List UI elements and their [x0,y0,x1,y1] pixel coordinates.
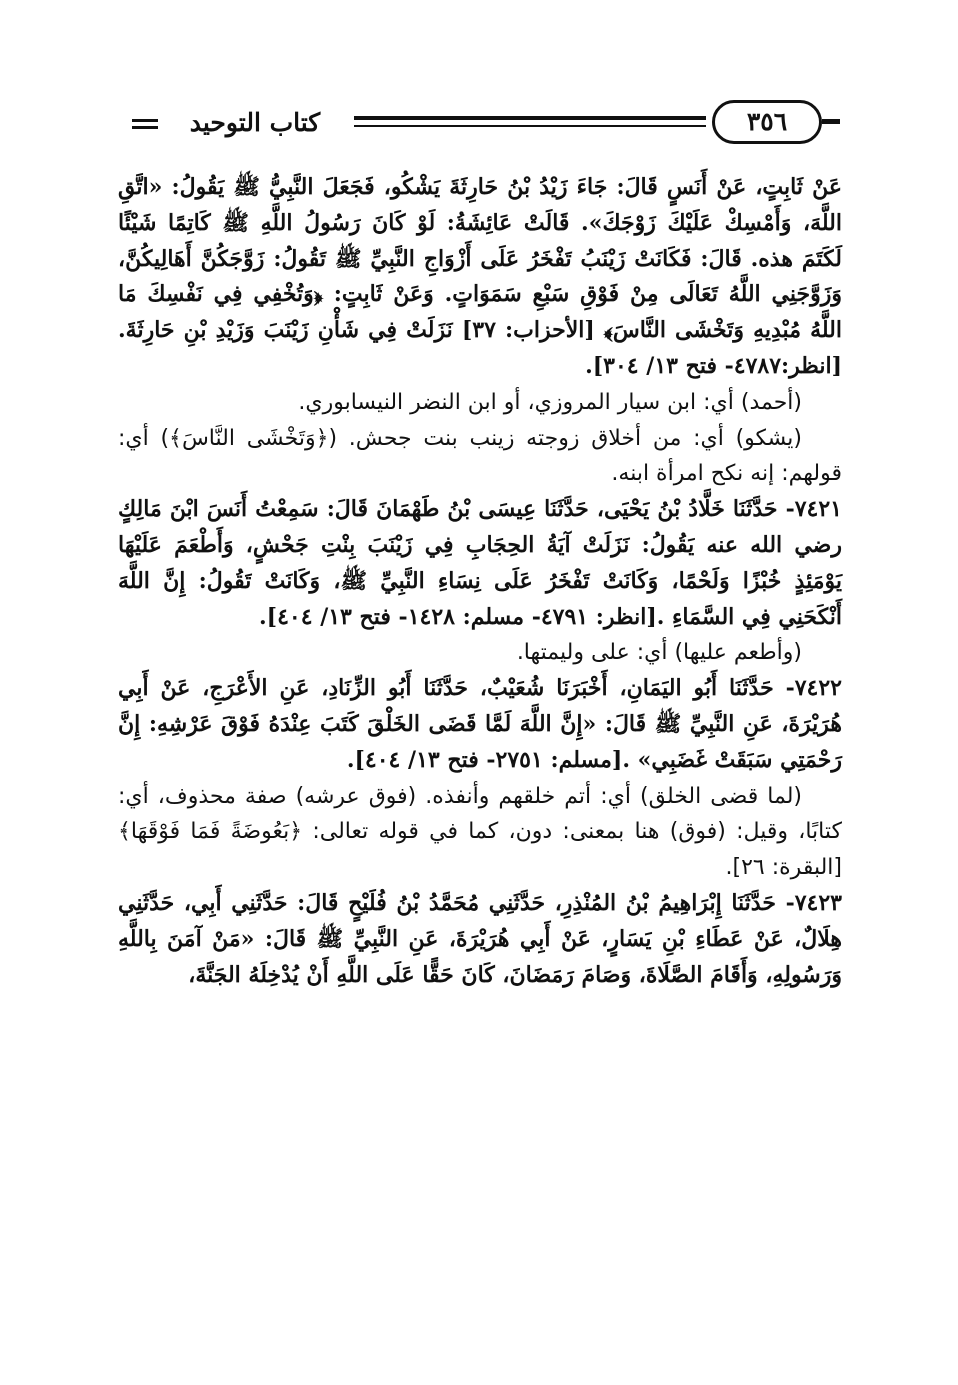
hadith-paragraph: ٧٤٢١- حَدَّثَنَا خَلَّادُ بْنُ يَحْيَى، حَدَّثَنَا عِيسَى بْنُ طَهْمَانَ قَالَ: سَمِعْتُ أَنَسَ ابْنَ مَالِكٍ رضي الله عنه يَقُولُ: نَزَلَتْ آيَةُ الحِجَابِ فِي زَيْنَبَ بِنْتِ جَحْشٍ، وَأَطْعَمَ عَلَيْهَا يَوْمَئِذٍ خُبْزًا وَلَحْمًا، وَكَانَتْ تَفْخَرُ عَلَى نِسَاءِ النَّبِيِّ ﷺ، وَكَانَتْ تَقُولُ: إِنَّ اللَّهَ أَنْكَحَنِي فِي السَّمَاءِ .[انظر: ٤٧٩١- مسلم: ١٤٢٨- فتح ١٣/ ٤٠٤]. [118,496,842,630]
commentary-paragraph: (يشكو) أي: من أخلاق زوجته زينب بنت جحش. (﴿وَتَخْشَى النَّاسَ﴾) أي: قولهم: إنه نكح امرأة ابنه. [118,425,842,487]
header-ornament-left [132,119,158,129]
book-title: كتاب التوحيد [189,108,321,137]
page-body [118,170,842,993]
commentary-paragraph: (لما قضى الخلق) أي: أتم خلقهم وأنفذه. (فوق عرشه) صفة محذوف، أي: كتابًا، وقيل: (فوق) هنا بمعنى: دون، كما في قوله تعالى: ﴿بَعُوضَةً فَمَا فَوْقَهَا﴾ [البقرة: ٢٦]. [118,783,842,881]
header-ornament-right [822,119,840,124]
header-rule [354,116,706,130]
hadith-paragraph: عَنْ ثَابِتٍ، عَنْ أَنَسٍ قَالَ: جَاءَ زَيْدُ بْنُ حَارِثَةَ يَشْكُو، فَجَعَلَ النَّبِيُّ ﷺ يَقُولُ: «اتَّقِ اللَّهَ، وَأَمْسِكْ عَلَيْكَ زَوْجَكَ». قَالَتْ عَائِشَةُ: لَوْ كَانَ رَسُولُ اللَّهِ ﷺ كَاتِمًا شَيْئًا لَكَتَمَ هذه. قَالَ: فَكَانَتْ زَيْنَبُ تَفْخَرُ عَلَى أَزْوَاجِ النَّبِيِّ ﷺ تَقُولُ: زَوَّجَكُنَّ أَهَالِيكُنَّ، وَزَوَّجَنِي اللَّهُ تَعَالَى مِنْ فَوْقِ سَبْعِ سَمَوَاتٍ. وَعَنْ ثَابِتٍ: ﴿وَتُخْفِي فِي نَفْسِكَ مَا اللَّهُ مُبْدِيهِ وَتَخْشَى النَّاسَ﴾ [الأحزاب: ٣٧] نَزَلَتْ فِي شَأْنِ زَيْنَبَ وَزَيْدِ بْنِ حَارِثَةَ. [انظر:٤٧٨٧- فتح ١٣/ ٣٠٤]. [118,174,842,379]
page-header [120,100,842,150]
commentary-paragraph: (وأطعم عليها) أي: على وليمتها. [516,640,802,666]
hadith-paragraph: ٧٤٢٣- حَدَّثَنَا إِبْرَاهِيمُ بْنُ المُنْذِرِ، حَدَّثَنِي مُحَمَّدُ بْنُ فُلَيْحٍ قَالَ: حَدَّثَنِي أَبِي، حَدَّثَنِي هِلَالٌ، عَنْ عَطَاءِ بْنِ يَسَارٍ، عَنْ أَبِي هُرَيْرَةَ، عَنِ النَّبِيِّ ﷺ قَالَ: «مَنْ آمَنَ بِاللَّهِ وَرَسُولِهِ، وَأَقَامَ الصَّلَاةَ، وَصَامَ رَمَضَانَ، كَانَ حَقًّا عَلَى اللَّهِ أَنْ يُدْخِلَهُ الجَنَّةَ، [118,889,842,988]
hadith-paragraph: ٧٤٢٢- حَدَّثَنَا أَبُو اليَمَانِ، أَخْبَرَنَا شُعَيْبٌ، حَدَّثَنَا أَبُو الزِّنَادِ، عَنِ الأَعْرَجِ، عَنْ أَبِي هُرَيْرَةَ، عَنِ النَّبِيِّ ﷺ قَالَ: «إِنَّ اللَّهَ لَمَّا قَضَى الخَلْقَ كَتَبَ عِنْدَهُ فَوْقَ عَرْشِهِ: إِنَّ رَحْمَتِي سَبَقَتْ غَضَبِي» .[مسلم: ٢٧٥١- فتح ١٣/ ٤٠٤]. [118,675,842,773]
page-number: ٣٥٦ [712,100,822,144]
commentary-paragraph: (أحمد) أي: ابن سيار المروزي، أو ابن النضر النيسابوري. [298,389,802,415]
